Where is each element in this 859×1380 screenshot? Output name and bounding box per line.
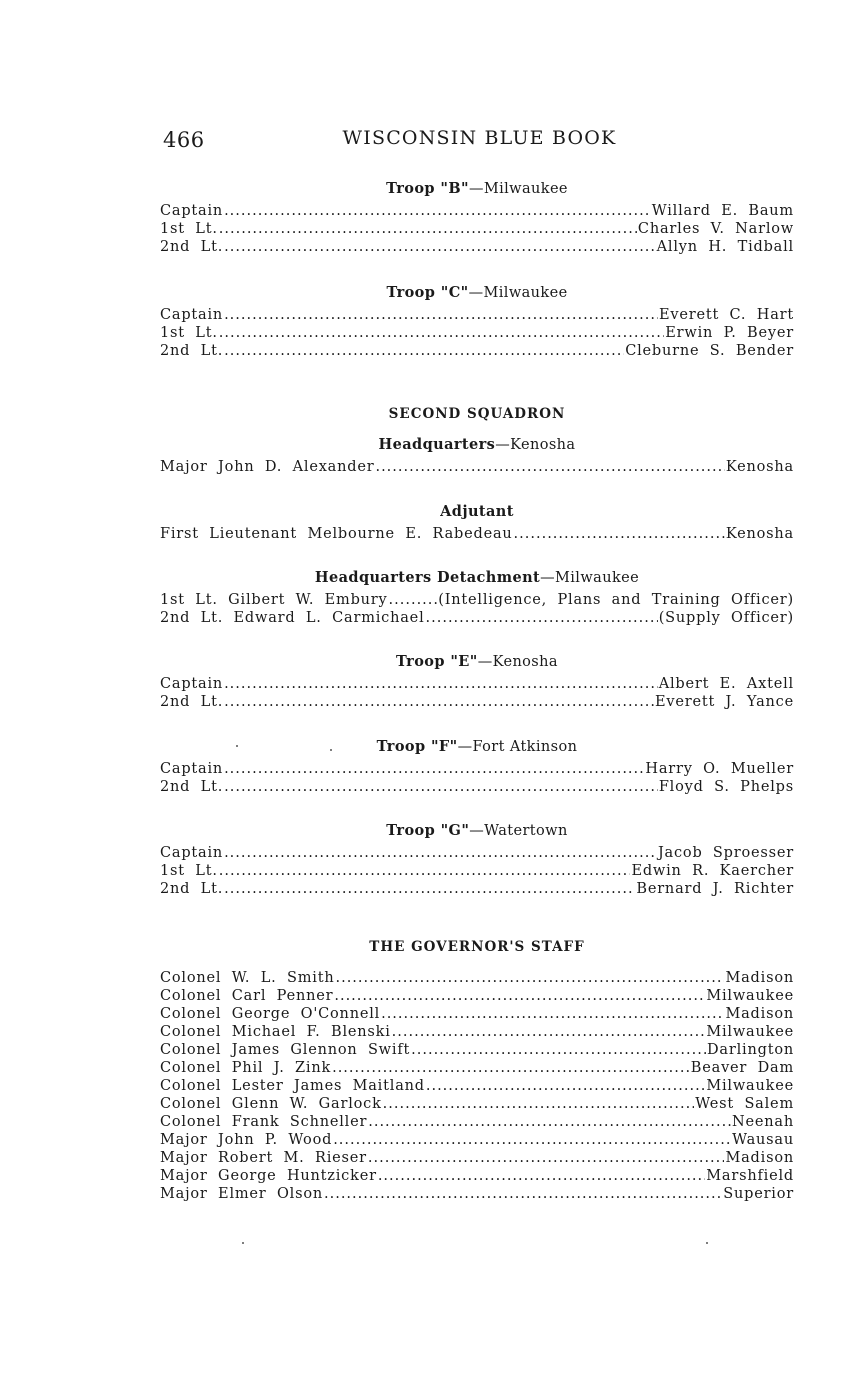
- troop-f-heading: [160, 738, 794, 755]
- officer-name: Harry O. Mueller: [645, 761, 794, 777]
- dot-leader: [392, 1023, 706, 1041]
- staff-officer-city: West Salem: [695, 1096, 794, 1112]
- list-item: [160, 969, 794, 987]
- rank-label: 2nd Lt.: [160, 343, 224, 359]
- dot-leader: [219, 862, 631, 880]
- officer-name: Allyn H. Tidball: [656, 239, 794, 255]
- list-item: [160, 1095, 794, 1113]
- troop-c-heading-location: —Milwaukee: [468, 285, 568, 301]
- dot-leader: [219, 324, 665, 342]
- list-item: [160, 238, 794, 256]
- staff-officer-name: Major George Huntzicker: [160, 1168, 377, 1184]
- troop-e-heading-name: Troop "E": [396, 653, 478, 670]
- staff-officer-city: Milwaukee: [706, 1078, 794, 1094]
- list-item: [160, 880, 794, 898]
- rank-label: 1st Lt.: [160, 221, 218, 237]
- dot-leader: [224, 693, 654, 711]
- hq-detachment-heading: [160, 569, 794, 586]
- dot-leader: [224, 306, 658, 324]
- staff-officer-name: Major Elmer Olson: [160, 1186, 323, 1202]
- list-item: [160, 324, 794, 342]
- dot-leader: [368, 1113, 731, 1131]
- dot-leader: [224, 238, 656, 256]
- staff-officer-name: Colonel Michael F. Blenski: [160, 1024, 391, 1040]
- list-item: [160, 1041, 794, 1059]
- troop-g-heading-name: Troop "G": [386, 822, 470, 839]
- scan-speck: [242, 1242, 244, 1244]
- list-item: [160, 693, 794, 711]
- troop-c-heading-name: Troop "C": [386, 284, 469, 301]
- staff-officer-name: Major Robert M. Rieser: [160, 1150, 367, 1166]
- officer-name: Major John D. Alexander: [160, 459, 375, 475]
- dot-leader: [224, 760, 644, 778]
- troop-e-heading: [160, 653, 794, 670]
- troop-b-heading: [160, 180, 794, 197]
- staff-officer-city: Marshfield: [706, 1168, 794, 1184]
- dot-leader: [219, 220, 637, 238]
- staff-officer-city: Wausau: [732, 1132, 794, 1148]
- list-item: [160, 862, 794, 880]
- staff-officer-city: Madison: [725, 1150, 794, 1166]
- list-item: [160, 458, 794, 476]
- list-item: [160, 220, 794, 238]
- troop-f-heading-name: Troop "F": [376, 738, 458, 755]
- list-item: [160, 1149, 794, 1167]
- staff-officer-name: Colonel James Glennon Swift: [160, 1042, 411, 1058]
- dot-leader: [224, 675, 658, 693]
- adjutant-heading-name: Adjutant: [440, 503, 514, 520]
- running-title: WISCONSIN BLUE BOOK: [342, 127, 617, 149]
- officer-name: 1st Lt. Gilbert W. Embury: [160, 592, 388, 608]
- list-item: [160, 525, 794, 543]
- staff-officer-city: Beaver Dam: [690, 1060, 794, 1076]
- governors-staff-title: THE GOVERNOR'S STAFF: [369, 939, 585, 955]
- dot-leader: [332, 1059, 690, 1077]
- officer-name: Everett J. Yance: [655, 694, 794, 710]
- rank-label: Captain: [160, 203, 224, 219]
- dot-leader: [335, 969, 724, 987]
- staff-officer-name: Colonel Phil J. Zink: [160, 1060, 332, 1076]
- dot-leader: [426, 609, 658, 627]
- rank-label: 2nd Lt.: [160, 881, 224, 897]
- dot-leader: [333, 1131, 731, 1149]
- rank-label: 2nd Lt.: [160, 239, 224, 255]
- dot-leader: [383, 1095, 695, 1113]
- dot-leader: [224, 778, 658, 796]
- headquarters-heading-name: Headquarters: [378, 436, 496, 453]
- scan-speck: [236, 745, 238, 747]
- dot-leader: [224, 844, 657, 862]
- staff-officer-city: Madison: [725, 1006, 794, 1022]
- list-item: [160, 1113, 794, 1131]
- officer-location: Kenosha: [725, 459, 794, 475]
- dot-leader: [378, 1167, 705, 1185]
- list-item: [160, 1023, 794, 1041]
- staff-officer-name: Colonel Carl Penner: [160, 988, 334, 1004]
- staff-officer-name: Major John P. Wood: [160, 1132, 333, 1148]
- list-item: [160, 591, 794, 609]
- dot-leader: [381, 1005, 724, 1023]
- list-item: [160, 1185, 794, 1203]
- list-item: [160, 1131, 794, 1149]
- officer-name: Charles V. Narlow: [637, 221, 794, 237]
- dot-leader: [375, 458, 724, 476]
- troop-b-heading-location: —Milwaukee: [468, 181, 568, 197]
- list-item: [160, 342, 794, 360]
- staff-officer-name: Colonel Lester James Maitland: [160, 1078, 425, 1094]
- staff-officer-city: Milwaukee: [706, 988, 794, 1004]
- officer-location: Kenosha: [725, 526, 794, 542]
- staff-officer-city: Darlington: [707, 1042, 794, 1058]
- list-item: [160, 987, 794, 1005]
- dot-leader: [368, 1149, 725, 1167]
- rank-label: Captain: [160, 845, 224, 861]
- adjutant-heading: [160, 503, 794, 520]
- dot-leader: [324, 1185, 722, 1203]
- dot-leader: [411, 1041, 706, 1059]
- officer-name: Willard E. Baum: [651, 203, 794, 219]
- list-item: [160, 760, 794, 778]
- staff-officer-city: Milwaukee: [706, 1024, 794, 1040]
- list-item: [160, 609, 794, 627]
- troop-g-heading: [160, 822, 794, 839]
- list-item: [160, 1005, 794, 1023]
- rank-label: Captain: [160, 676, 224, 692]
- troop-g-heading-location: —Watertown: [469, 823, 568, 839]
- dot-leader: [224, 880, 635, 898]
- staff-officer-city: Neenah: [732, 1114, 794, 1130]
- list-item: [160, 306, 794, 324]
- scan-speck: [330, 749, 332, 751]
- rank-label: 2nd Lt.: [160, 694, 224, 710]
- staff-officer-name: Colonel W. L. Smith: [160, 970, 335, 986]
- officer-name: Edwin R. Kaercher: [631, 863, 794, 879]
- scan-speck: [706, 1242, 708, 1244]
- troop-b-heading-name: Troop "B": [386, 180, 469, 197]
- rank-label: 2nd Lt.: [160, 779, 224, 795]
- staff-officer-city: Madison: [725, 970, 794, 986]
- officer-name: First Lieutenant Melbourne E. Rabedeau: [160, 526, 513, 542]
- staff-officer-city: Superior: [723, 1186, 794, 1202]
- list-item: [160, 1077, 794, 1095]
- troop-e-heading-location: —Kenosha: [477, 654, 558, 670]
- officer-name: Erwin P. Beyer: [665, 325, 794, 341]
- page-number: 466: [163, 128, 205, 152]
- headquarters-heading: [160, 436, 794, 453]
- staff-officer-name: Colonel Frank Schneller: [160, 1114, 368, 1130]
- hq-detachment-heading-name: Headquarters Detachment: [314, 569, 541, 586]
- officer-name: Bernard J. Richter: [636, 881, 794, 897]
- dot-leader: [224, 342, 624, 360]
- list-item: [160, 778, 794, 796]
- officer-role: (Intelligence, Plans and Training Officer): [438, 592, 794, 608]
- troop-f-heading-location: —Fort Atkinson: [457, 739, 578, 755]
- officer-name: Everett C. Hart: [659, 307, 794, 323]
- dot-leader: [426, 1077, 705, 1095]
- headquarters-heading-location: —Kenosha: [495, 437, 576, 453]
- list-item: [160, 1167, 794, 1185]
- list-item: [160, 675, 794, 693]
- staff-officer-name: Colonel George O'Connell: [160, 1006, 381, 1022]
- rank-label: Captain: [160, 307, 224, 323]
- officer-name: Cleburne S. Bender: [625, 343, 794, 359]
- rank-label: 1st Lt.: [160, 863, 218, 879]
- staff-officer-name: Colonel Glenn W. Garlock: [160, 1096, 382, 1112]
- second-squadron-title: SECOND SQUADRON: [388, 406, 566, 422]
- dot-leader: [389, 591, 438, 609]
- hq-detachment-heading-location: —Milwaukee: [540, 570, 640, 586]
- list-item: [160, 202, 794, 220]
- officer-name: 2nd Lt. Edward L. Carmichael: [160, 610, 425, 626]
- officer-name: Floyd S. Phelps: [658, 779, 794, 795]
- list-item: [160, 844, 794, 862]
- officer-name: Jacob Sproesser: [657, 845, 794, 861]
- list-item: [160, 1059, 794, 1077]
- dot-leader: [334, 987, 705, 1005]
- officer-role: (Supply Officer): [658, 610, 794, 626]
- rank-label: Captain: [160, 761, 224, 777]
- officer-name: Albert E. Axtell: [658, 676, 794, 692]
- troop-c-heading: [160, 284, 794, 301]
- rank-label: 1st Lt.: [160, 325, 218, 341]
- dot-leader: [224, 202, 651, 220]
- dot-leader: [514, 525, 725, 543]
